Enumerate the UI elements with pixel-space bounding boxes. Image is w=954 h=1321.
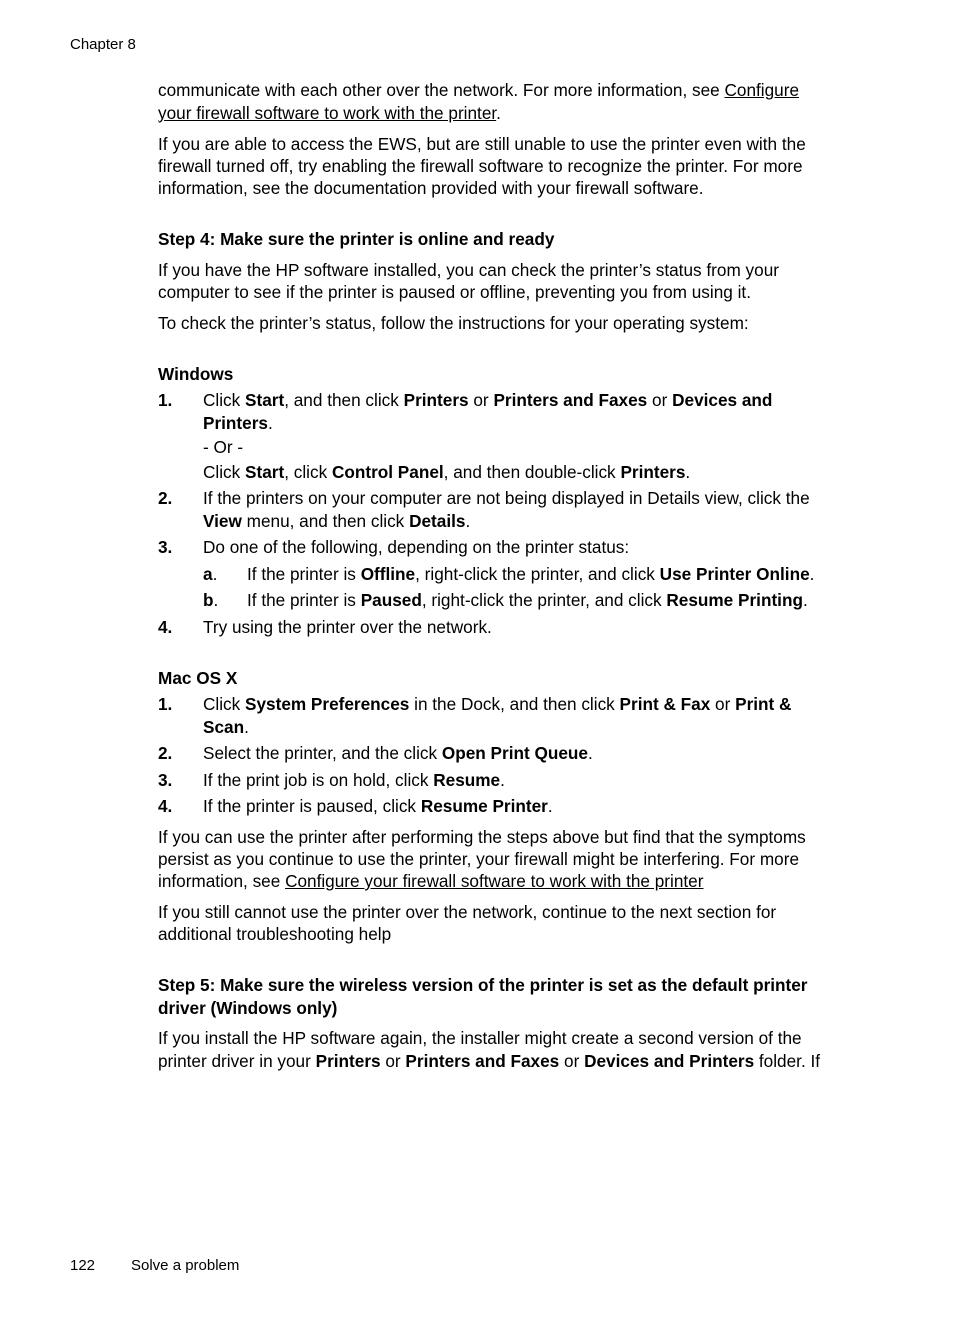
firewall-link-part-1[interactable]: Configure: [724, 80, 800, 100]
windows-substep-a-label: a.: [203, 564, 218, 584]
intro-p2-line-2: firewall turned off, try enabling the firewall software to recognize the printer. For more: [158, 156, 803, 176]
step4-p2: To check the printer’s status, follow the instructions for your operating system:: [158, 313, 749, 333]
mac-step-1-line-1: Click System Preferences in the Dock, and then click Print & Fax or Print &: [203, 694, 792, 714]
windows-step-3: Do one of the following, depending on the printer status:: [203, 537, 630, 557]
mac-step-number-4: 4.: [158, 796, 173, 816]
firewall-link-2[interactable]: Configure your firewall software to work with the printer: [285, 871, 704, 891]
mac-step-3: If the print job is on hold, click Resume.: [203, 770, 505, 790]
mac-step-2: Select the printer, and the click Open Print Queue.: [203, 743, 593, 763]
after-p1-line-3: information, see Configure your firewall software to work with the printer: [158, 871, 704, 891]
mac-step-1-line-2: Scan.: [203, 717, 249, 737]
step4-heading: Step 4: Make sure the printer is online and ready: [158, 229, 555, 249]
windows-step-1-line-1: Click Start, and then click Printers or Printers and Faxes or Devices and: [203, 390, 773, 410]
mac-step-4: If the printer is paused, click Resume Printer.: [203, 796, 553, 816]
step4-p1-line-1: If you have the HP software installed, you can check the printer’s status from your: [158, 260, 779, 280]
after-p1-line-1: If you can use the printer after performing the steps above but find that the symptoms: [158, 827, 806, 847]
windows-step-1-line-2: Printers.: [203, 413, 273, 433]
windows-substep-a: If the printer is Offline, right-click the printer, and click Use Printer Online.: [247, 564, 815, 584]
windows-step-number-4: 4.: [158, 617, 173, 637]
chapter-header: Chapter 8: [70, 36, 136, 53]
mac-step-number-1: 1.: [158, 694, 173, 714]
windows-substep-b: If the printer is Paused, right-click the printer, and click Resume Printing.: [247, 590, 808, 610]
windows-step-2-line-1: If the printers on your computer are not being displayed in Details view, click the: [203, 488, 810, 508]
step5-heading-line-2: driver (Windows only): [158, 998, 338, 1018]
windows-substep-b-label: b.: [203, 590, 219, 610]
windows-step-number-3: 3.: [158, 537, 173, 557]
after-p2-line-1: If you still cannot use the printer over the network, continue to the next section for: [158, 902, 777, 922]
intro-p2-line-1: If you are able to access the EWS, but are still unable to use the printer even with the: [158, 134, 806, 154]
footer-section-title: Solve a problem: [131, 1257, 240, 1274]
mac-step-number-3: 3.: [158, 770, 173, 790]
page-number: 122: [70, 1257, 96, 1274]
step4-p1-line-2: computer to see if the printer is paused or offline, preventing you from using it.: [158, 282, 751, 302]
windows-step-2-line-2: View menu, and then click Details.: [203, 511, 471, 531]
windows-heading: Windows: [158, 364, 234, 384]
windows-step-1-alt: Click Start, click Control Panel, and then double-click Printers.: [203, 462, 691, 482]
windows-step-4: Try using the printer over the network.: [203, 617, 492, 637]
step5-p-line-2: printer driver in your Printers or Printers and Faxes or Devices and Printers folder. If: [158, 1051, 821, 1071]
intro-line-2: your firewall software to work with the printer.: [158, 103, 501, 123]
windows-step-number-1: 1.: [158, 390, 173, 410]
step5-p-line-1: If you install the HP software again, the installer might create a second version of the: [158, 1028, 802, 1048]
windows-step-1-or: - Or -: [203, 437, 244, 457]
after-p2-line-2: additional troubleshooting help: [158, 924, 392, 944]
mac-heading: Mac OS X: [158, 668, 238, 688]
intro-p2-line-3: information, see the documentation provided with your firewall software.: [158, 178, 704, 198]
mac-step-number-2: 2.: [158, 743, 173, 763]
step5-heading-line-1: Step 5: Make sure the wireless version of the printer is set as the default printer: [158, 975, 808, 995]
intro-line-1: communicate with each other over the network. For more information, see Configure: [158, 80, 800, 100]
firewall-link-part-2[interactable]: your firewall software to work with the printer: [158, 103, 497, 123]
windows-step-number-2: 2.: [158, 488, 173, 508]
after-p1-line-2: persist as you continue to use the printer, your firewall might be interfering. For more: [158, 849, 800, 869]
